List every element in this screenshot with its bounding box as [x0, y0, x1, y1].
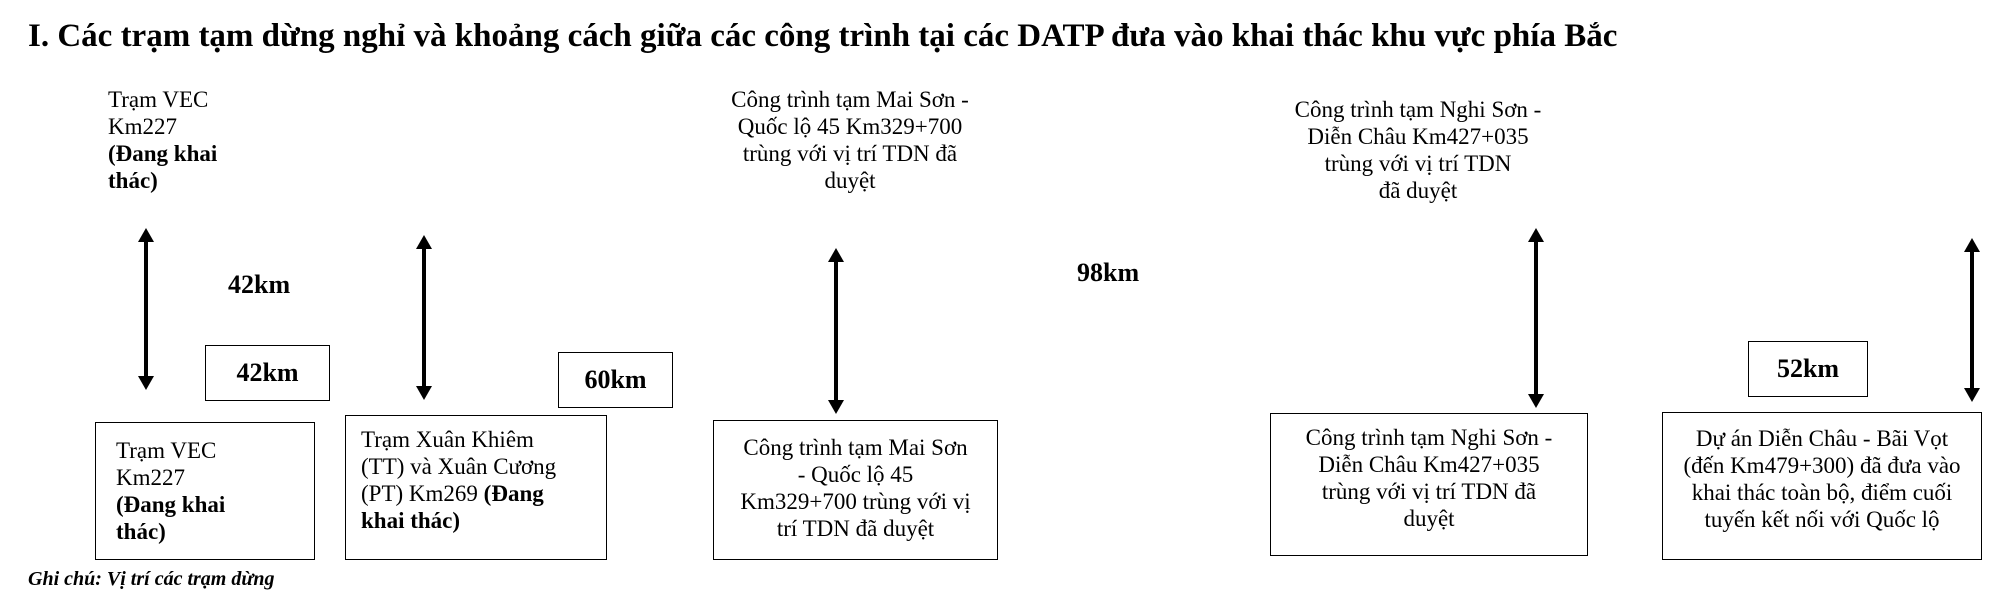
station-xuan-khiem-line1: Trạm Xuân Khiêm: [361, 427, 534, 452]
station-nghi-son-line3: trùng với vị trí TDN đã: [1321, 479, 1537, 504]
distance-box: 60km: [558, 352, 673, 408]
distance-label: 42km: [228, 270, 291, 299]
top-label-vec-status-1: (Đang khai: [108, 141, 218, 166]
distance-box: 52km: [1748, 341, 1868, 397]
station-box-xuan-khiem: [345, 415, 607, 560]
top-label-vec: [108, 86, 278, 194]
station-dien-chau-line4: tuyến kết nối với Quốc lộ: [1704, 507, 1940, 532]
top-label-nghi-son-line3: trùng với vị trí TDN: [1324, 151, 1512, 176]
station-xuan-khiem-km: (PT) Km269: [361, 481, 484, 506]
top-label-mai-son-line1: Công trình tạm Mai Sơn -: [731, 87, 969, 112]
station-vec-status-1: (Đang khai: [116, 492, 226, 517]
double-arrow-icon: [1526, 228, 1546, 408]
station-box-vec: [95, 422, 315, 560]
top-label-nghi-son-line2: Diễn Châu Km427+035: [1307, 124, 1529, 149]
double-arrow-icon: [1962, 238, 1982, 402]
station-box-mai-son: [713, 420, 998, 560]
top-label-mai-son-line2: Quốc lộ 45 Km329+700: [737, 114, 963, 139]
top-label-vec-status-2: thác): [108, 168, 158, 193]
station-xuan-khiem-line3: [361, 480, 606, 507]
top-label-nghi-son-line4: đã duyệt: [1378, 178, 1458, 203]
station-vec-name: Trạm VEC: [116, 438, 217, 463]
top-label-vec-km: Km227: [108, 114, 177, 139]
distance-label: 98km: [1077, 258, 1140, 287]
station-box-dien-chau: [1662, 412, 1982, 560]
double-arrow-icon: [136, 228, 156, 390]
station-mai-son-line2: - Quốc lộ 45: [797, 462, 914, 487]
station-mai-son-line3: Km329+700 trùng với vị: [740, 489, 971, 514]
top-label-vec-name: Trạm VEC: [108, 87, 209, 112]
station-xuan-khiem-status-2: khai thác): [361, 508, 461, 533]
double-arrow-icon: [826, 248, 846, 414]
station-mai-son-line1: Công trình tạm Mai Sơn: [743, 435, 968, 460]
station-dien-chau-line3: khai thác toàn bộ, điểm cuối: [1691, 480, 1953, 505]
page-title: I. Các trạm tạm dừng nghỉ và khoảng cách giữa các công trình tại các DATP đưa vào khai thác khu vực phía Bắc: [28, 18, 1618, 54]
station-xuan-khiem-status-1: (Đang: [483, 481, 544, 506]
station-xuan-khiem-line2: (TT) và Xuân Cương: [361, 454, 557, 479]
footnote: Ghi chú: Vị trí các trạm dừng: [28, 568, 275, 590]
distance-box: 42km: [205, 345, 330, 401]
top-label-nghi-son: [1268, 96, 1568, 204]
top-label-mai-son-line4: duyệt: [824, 168, 876, 193]
top-label-nghi-son-line1: Công trình tạm Nghi Sơn -: [1294, 97, 1542, 122]
top-label-mai-son: [700, 86, 1000, 194]
station-mai-son-line4: trí TDN đã duyệt: [776, 516, 935, 541]
station-box-nghi-son: [1270, 413, 1588, 556]
station-nghi-son-line2: Diễn Châu Km427+035: [1318, 452, 1540, 477]
station-nghi-son-line1: Công trình tạm Nghi Sơn -: [1305, 425, 1553, 450]
top-label-mai-son-line3: trùng với vị trí TDN đã: [742, 141, 958, 166]
station-dien-chau-line1: Dự án Diễn Châu - Bãi Vọt: [1695, 426, 1949, 451]
double-arrow-icon: [414, 235, 434, 400]
station-nghi-son-line4: duyệt: [1403, 506, 1455, 531]
station-vec-km: Km227: [116, 465, 185, 490]
station-vec-status-2: thác): [116, 519, 166, 544]
station-dien-chau-line2: (đến Km479+300) đã đưa vào: [1683, 453, 1961, 478]
